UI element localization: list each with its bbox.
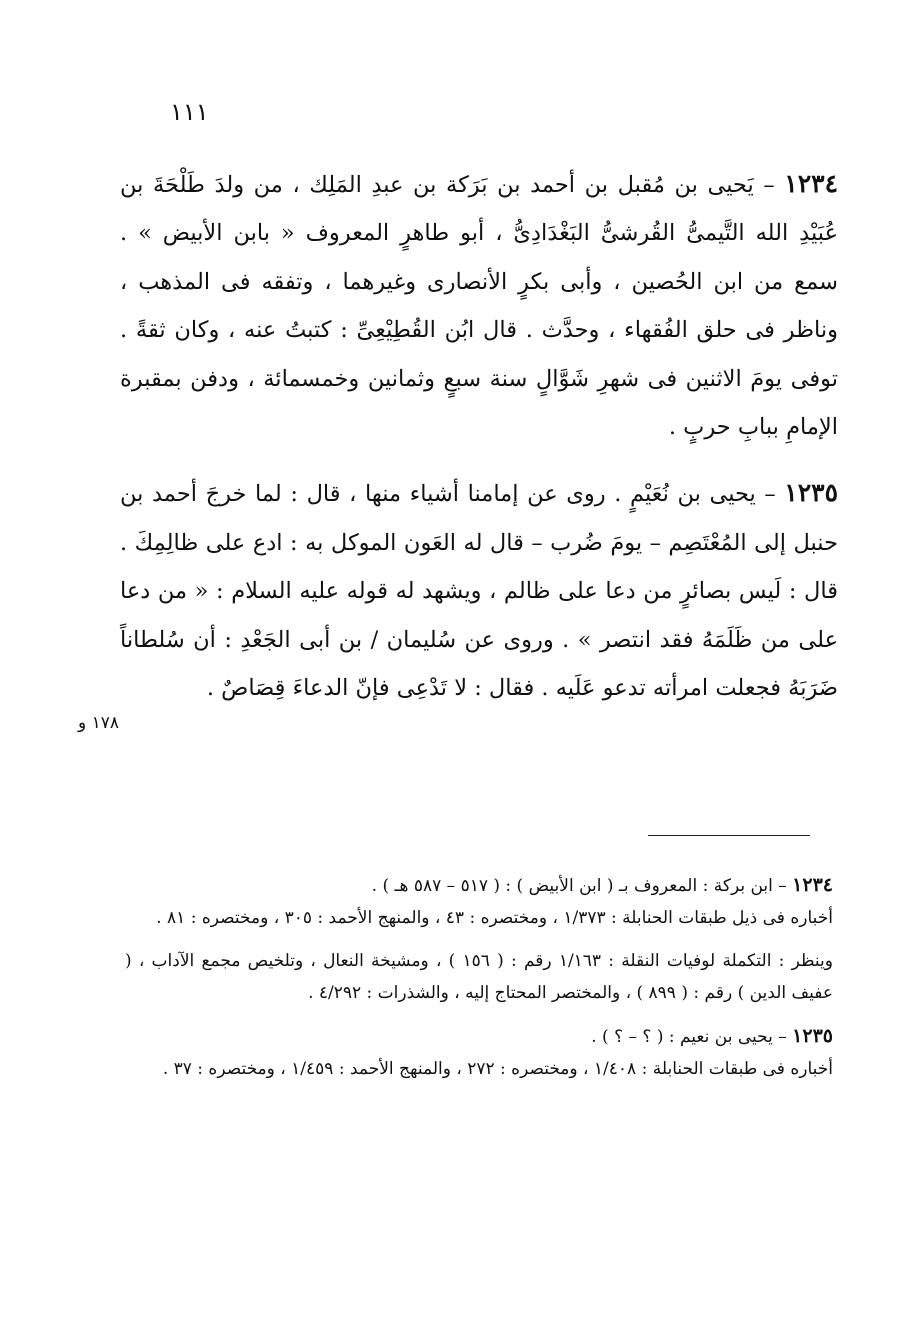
footnote-1234-lead <box>125 870 833 903</box>
footnote-lead-text: يحيى بن نعيم : ( ؟ – ؟ ) . <box>591 1027 773 1047</box>
entry-text: يَحيى بن مُقبل بن أحمد بن بَرَكة بن عبدِ المَلِك ، من ولدَ طَلْحَةَ بن عُبَيْدِ الله التَّيمىُّ القُرشىُّ البَغْدَادِىُّ ، أبو طاهرٍ المعروف « بابن الأبيض » . سمع من ابن الحُصين ، وأبى بكرٍ الأنصارى وغيرهما ، وتفقه فى المذهب ، وناظر فى حلق الفُقهاء ، وحدَّث . قال ابُن القُطِيْعِىِّ : كتبتُ عنه ، وكان ثقةً . توفى يومَ الاثنين فى شهرِ شَوَّالٍ سنة سبعٍ وثمانين وخمسمائة ، ودفن بمقبرة الإمامِ ببابِ حربٍ . <box>120 172 838 441</box>
entry-dash: – <box>755 481 785 508</box>
entry-text: يحيى بن نُعَيْمٍ . روى عن إمامنا أشياء منها ، قال : لما خرجَ أحمد بن حنبل إلى المُعْتَصِم – يومَ ضُرب – قال له العَون الموكل به : ادع على ظالِمِكَ . قال : لَيس بصائرٍ من دعا على ظالم ، ويشهد له قوله عليه السلام : « من دعا على من ظَلَمَهُ فقد انتصر » . وروى عن سُليمان / بن أبى الجَعْدِ : أن سُلطاناً ضَرَبَهُ فجعلت امرأته تدعو عَلَيه . فقال : لا تَدْعِى فإنّ الدعاءَ قِصَاصٌ . <box>120 481 838 702</box>
entry-dash: – <box>753 172 785 198</box>
footnote-number: ١٢٣٥ <box>792 1025 833 1047</box>
entry-number: ١٢٣٥ <box>784 478 838 508</box>
page-number: ١١١ <box>170 98 209 126</box>
footnote-divider <box>648 835 810 836</box>
manuscript-folio-note: ١٧٨ و <box>78 713 120 733</box>
footnote-1234-sources: أخباره فى ذيل طبقات الحنابلة : ١/٣٧٣ ، ومختصره : ٤٣ ، والمنهج الأحمد : ٣٠٥ ، ومختصره : ٨١ . <box>156 907 833 928</box>
footnote-1235-lead <box>125 1021 833 1054</box>
entry-1235 <box>120 469 838 712</box>
footnote-1234-references: وينظر : التكملة لوفيات النقلة : ١/١٦٣ رقم : ( ١٥٦ ) ، ومشيخة النعال ، وتلخيص مجمع الآداب ، ( عفيف الدين ) رقم : ( ٨٩٩ ) ، والمختصر المحتاج إليه ، والشذرات : ٤/٢٩٢ . <box>125 951 833 1003</box>
main-text <box>120 160 838 712</box>
footnote-dash: – <box>772 1027 793 1047</box>
entry-1234 <box>120 160 838 451</box>
footnotes <box>125 870 833 1085</box>
footnote-lead-text: ابن بركة : المعروف بـ ( ابن الأبيض ) : ( ٥١٧ – ٥٨٧ هـ ) . <box>371 876 773 896</box>
footnote-dash: – <box>772 876 793 896</box>
entry-number: ١٢٣٤ <box>784 169 838 198</box>
footnote-1235-sources: أخباره فى طبقات الحنابلة : ١/٤٠٨ ، ومختصره : ٢٧٢ ، والمنهج الأحمد : ١/٤٥٩ ، ومختصره : ٣٧ . <box>162 1058 833 1079</box>
footnote-number: ١٢٣٤ <box>792 874 833 896</box>
